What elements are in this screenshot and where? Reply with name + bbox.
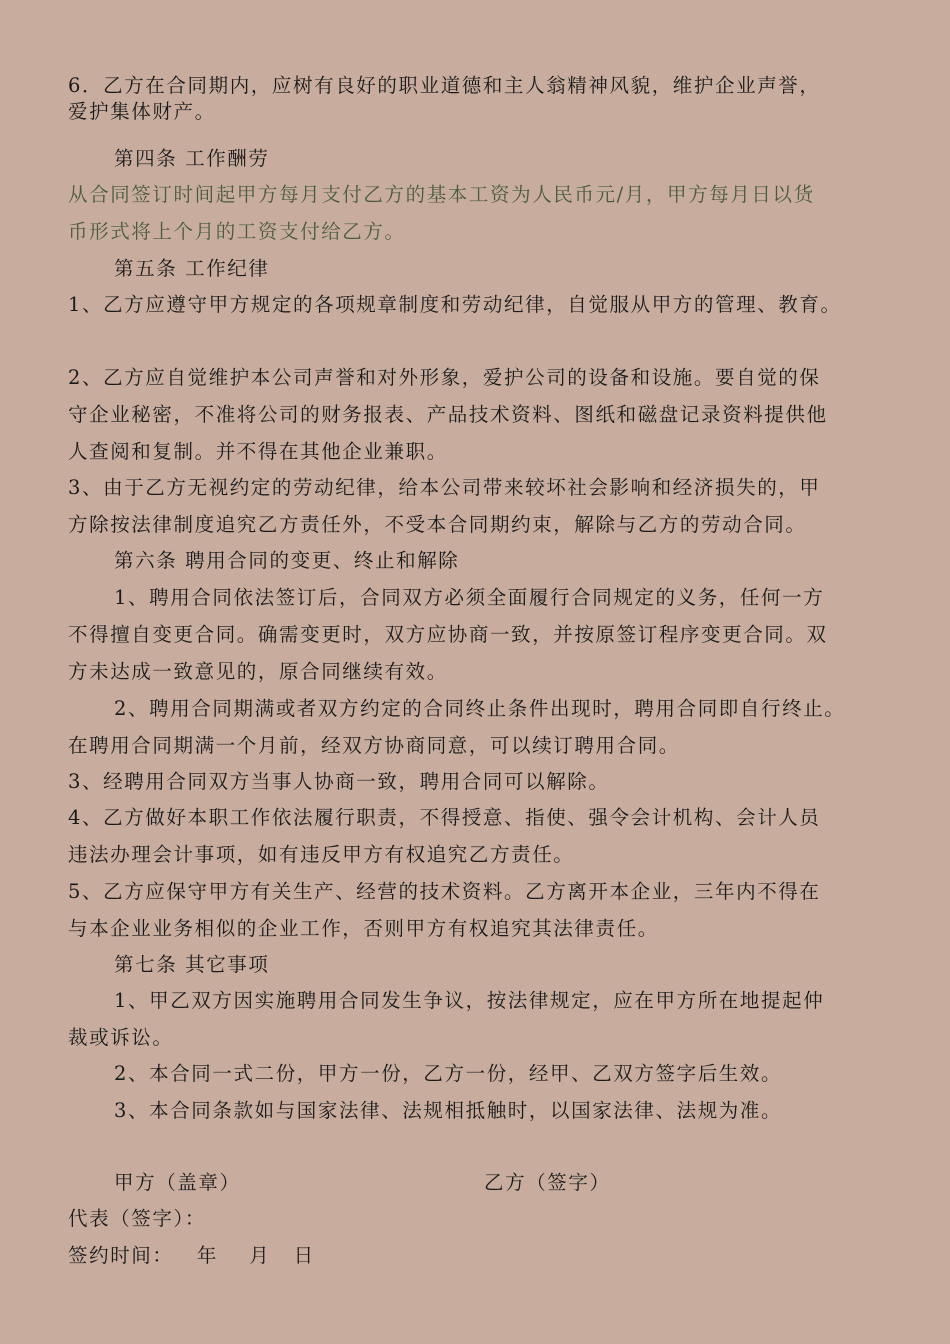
section-6-title: 第六条 聘用合同的变更、终止和解除 <box>114 549 460 572</box>
section-5-item-2-line-2: 守企业秘密，不准将公司的财务报表、产品技术资料、图纸和磁盘记录资料提供他 <box>68 403 828 426</box>
section-4-line-1: 从合同签订时间起甲方每月支付乙方的基本工资为人民币元/月，甲方每月日以货 <box>68 183 815 206</box>
section-5-item-2-line-3: 人查阅和复制。并不得在其他企业兼职。 <box>68 440 448 463</box>
party-a-seal-label: 甲方（盖章） <box>114 1171 241 1194</box>
section-7-item-1-line-1: 1、甲乙双方因实施聘用合同发生争议，按法律规定，应在甲方所在地提起仲 <box>114 989 825 1012</box>
section-5-item-3-line-2: 方除按法律制度追究乙方责任外，不受本合同期约束，解除与乙方的劳动合同。 <box>68 513 807 536</box>
signing-date-label: 签约时间： 年 月 日 <box>68 1244 315 1267</box>
section-5-item-1: 1、乙方应遵守甲方规定的各项规章制度和劳动纪律，自觉服从甲方的管理、教育。 <box>68 293 842 316</box>
clause-6-line-1: 6．乙方在合同期内，应树有良好的职业道德和主人翁精神风貌，维护企业声誉， <box>68 74 821 97</box>
section-4-title: 第四条 工作酬劳 <box>114 147 270 170</box>
section-7-item-2: 2、本合同一式二份，甲方一份，乙方一份，经甲、乙双方签字后生效。 <box>114 1062 783 1085</box>
clause-6-line-2: 爱护集体财产。 <box>68 100 216 123</box>
section-6-item-2-line-1: 2、聘用合同期满或者双方约定的合同终止条件出现时，聘用合同即自行终止。 <box>114 697 846 720</box>
section-7-item-1-line-2: 裁或诉讼。 <box>68 1026 174 1049</box>
section-5-item-3-line-1: 3、由于乙方无视约定的劳动纪律，给本公司带来较坏社会影响和经济损失的，甲 <box>68 476 821 499</box>
representative-signature-label: 代表（签字）： <box>68 1207 206 1230</box>
section-6-item-5-line-1: 5、乙方应保守甲方有关生产、经营的技术资料。乙方离开本企业，三年内不得在 <box>68 880 821 903</box>
section-6-item-4-line-1: 4、乙方做好本职工作依法履行职责，不得授意、指使、强令会计机构、会计人员 <box>68 806 821 829</box>
section-5-title: 第五条 工作纪律 <box>114 257 270 280</box>
section-6-item-4-line-2: 违法办理会计事项，如有违反甲方有权追究乙方责任。 <box>68 843 575 866</box>
section-6-item-1-line-2: 不得擅自变更合同。确需变更时，双方应协商一致，并按原签订程序变更合同。双 <box>68 623 828 646</box>
section-6-item-2-line-2: 在聘用合同期满一个月前，经双方协商同意，可以续订聘用合同。 <box>68 734 680 757</box>
section-7-item-3: 3、本合同条款如与国家法律、法规相抵触时，以国家法律、法规为准。 <box>114 1099 783 1122</box>
section-4-line-2: 币形式将上个月的工资支付给乙方。 <box>68 220 406 243</box>
party-b-signature-label: 乙方（签字） <box>484 1171 611 1194</box>
section-7-title: 第七条 其它事项 <box>114 953 270 976</box>
section-6-item-1-line-3: 方未达成一致意见的，原合同继续有效。 <box>68 660 448 683</box>
section-6-item-1-line-1: 1、聘用合同依法签订后，合同双方必须全面履行合同规定的义务，任何一方 <box>114 586 825 609</box>
section-6-item-5-line-2: 与本企业业务相似的企业工作，否则甲方有权追究其法律责任。 <box>68 917 659 940</box>
section-6-item-3: 3、经聘用合同双方当事人协商一致，聘用合同可以解除。 <box>68 770 610 793</box>
section-5-item-2-line-1: 2、乙方应自觉维护本公司声誉和对外形象，爱护公司的设备和设施。要自觉的保 <box>68 366 821 389</box>
